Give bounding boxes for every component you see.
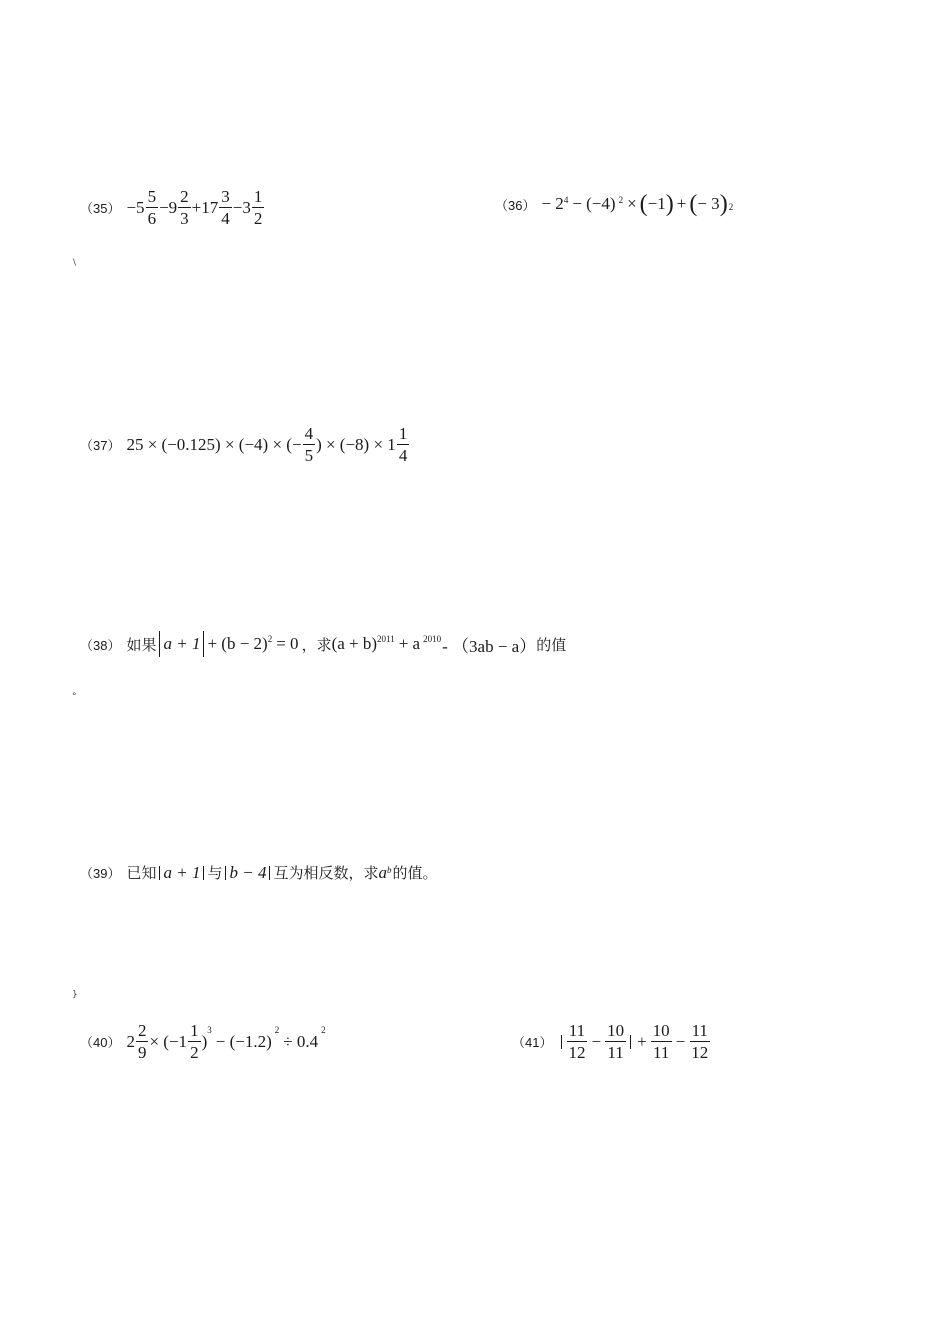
term: × (−1 <box>149 1031 188 1051</box>
exponent: 2010 <box>423 634 442 644</box>
text: ，求 <box>301 635 332 654</box>
exponent: 2 <box>274 1025 280 1035</box>
problem-number: （38） <box>80 637 121 653</box>
stray-mark: \ <box>73 258 77 268</box>
fraction: $\frac{10}{11}$ <box>607 1021 625 1062</box>
exponent: 2 <box>321 1025 326 1035</box>
term: ÷ 0.4 <box>283 1031 319 1051</box>
term: + a <box>398 634 421 653</box>
term: −9 <box>159 197 178 217</box>
exponent: 2011 <box>377 634 395 644</box>
fraction: $\frac{11}{12}$ <box>691 1021 709 1062</box>
fraction: $\frac{5}{6}$ <box>147 187 157 228</box>
term: (a + b) <box>331 634 378 653</box>
term: b − 4 <box>229 862 267 882</box>
fraction: $\frac{1}{2}$ <box>253 187 263 228</box>
paren-close: ) <box>665 191 674 217</box>
exponent: 2 <box>267 634 273 644</box>
abs-bar <box>269 866 270 880</box>
fraction: $\frac{1}{2}$ <box>190 1021 199 1062</box>
paren-open: ( <box>639 191 648 217</box>
exponent: b <box>386 865 392 875</box>
term: ) × (−8) × 1 <box>316 434 396 454</box>
fraction: $\frac{2}{9}$ <box>137 1021 147 1062</box>
term: ) <box>201 1031 208 1051</box>
term: −3 <box>232 197 251 217</box>
problem-number: （36） <box>495 197 536 213</box>
term: − (−4) <box>572 194 616 213</box>
abs-bar <box>561 1035 562 1049</box>
text: 已知 <box>126 864 157 882</box>
exponent: 3 <box>207 1025 212 1035</box>
fraction: $\frac{2}{3}$ <box>180 187 189 228</box>
term: + (b − 2) <box>207 634 268 653</box>
fraction: $\frac{3}{4}$ <box>221 187 230 228</box>
term: −5 <box>126 197 145 217</box>
abs-bar <box>203 631 204 657</box>
problem-37 <box>80 425 410 464</box>
term: = 0 <box>276 634 299 653</box>
operator: + <box>676 194 687 213</box>
problem-number: （41） <box>512 1035 553 1050</box>
problem-38 <box>80 631 566 657</box>
fraction: $\frac{1}{4}$ <box>398 424 408 465</box>
term: +17 <box>191 197 219 217</box>
operator: − <box>675 1031 686 1051</box>
term: 2 <box>126 1031 135 1051</box>
problem-39 <box>80 862 438 883</box>
term: a + 1 <box>163 862 201 882</box>
problem-40 <box>80 1022 327 1061</box>
fraction: $\frac{4}{5}$ <box>304 424 314 465</box>
term: - （3ab − a） <box>442 636 537 656</box>
text: 的值 <box>536 635 567 654</box>
fraction: $\frac{10}{11}$ <box>652 1021 670 1062</box>
fraction: $\frac{11}{12}$ <box>568 1021 586 1062</box>
term: a <box>378 862 387 882</box>
problem-number: （37） <box>80 438 121 453</box>
operator: + <box>637 1031 647 1051</box>
problem-35 <box>80 188 265 227</box>
problem-36 <box>495 192 734 216</box>
exponent: 2 <box>728 202 734 212</box>
term: − 2 <box>541 194 564 213</box>
operator: × <box>627 194 637 213</box>
term: − 3 <box>697 194 720 213</box>
text: 如果 <box>126 635 157 654</box>
term: a + 1 <box>163 634 201 653</box>
abs-bar <box>225 866 226 880</box>
abs-bar <box>203 866 204 880</box>
text: 互为相反数，求 <box>273 864 379 882</box>
stray-mark: ° <box>72 692 77 702</box>
paren-close: ) <box>719 191 728 217</box>
abs-bar <box>159 866 160 880</box>
stray-mark: } <box>72 990 78 1000</box>
exponent: 2 <box>618 195 624 205</box>
text: 的值。 <box>392 864 438 882</box>
text: 与 <box>207 864 223 882</box>
abs-bar <box>630 1035 631 1049</box>
operator: − <box>591 1031 602 1051</box>
problem-number: （39） <box>80 866 121 881</box>
problem-number: （40） <box>80 1035 121 1050</box>
exponent: 4 <box>563 195 569 205</box>
abs-bar <box>159 631 160 657</box>
problem-41 <box>512 1022 711 1061</box>
term: 25 × (−0.125) × (−4) × (− <box>126 434 302 454</box>
term: −1 <box>647 194 666 213</box>
problem-number: （35） <box>80 201 121 216</box>
paren-open: ( <box>689 191 698 217</box>
term: − (−1.2) <box>215 1031 272 1051</box>
